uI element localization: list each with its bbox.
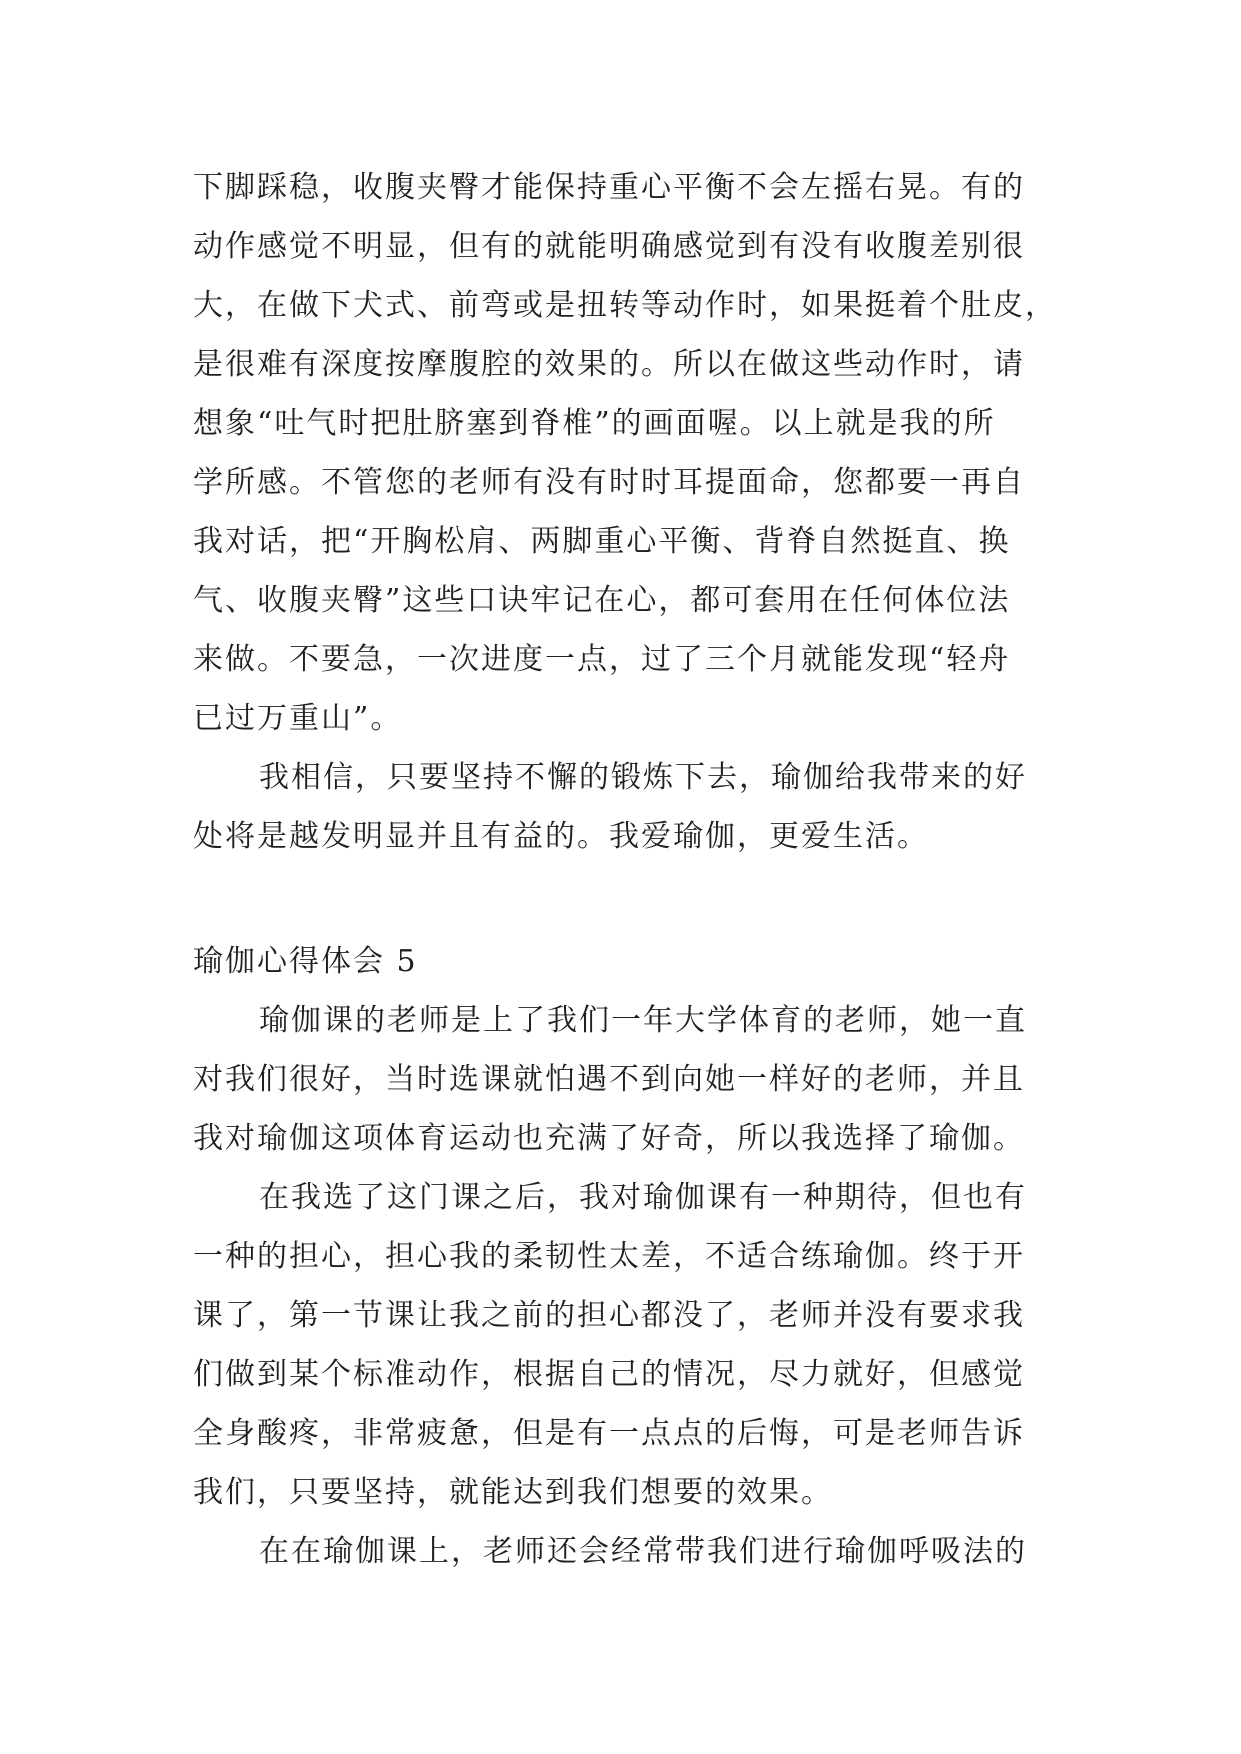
text-line: 对我们很好，当时选课就怕遇不到向她一样好的老师，并且 — [193, 1062, 1025, 1097]
text-line: 动作感觉不明显，但有的就能明确感觉到有没有收腹差别很 — [193, 229, 1025, 264]
text-line: 学所感。不管您的老师有没有时时耳提面命，您都要一再自 — [193, 465, 1025, 500]
text-line: 全身酸疼，非常疲惫，但是有一点点的后悔，可是老师告诉 — [193, 1416, 1025, 1451]
document-body — [193, 158, 1073, 1581]
text-line: 我对话，把“开胸松肩、两脚重心平衡、背脊自然挺直、换 — [193, 524, 1011, 559]
text-line: 大，在做下犬式、前弯或是扭转等动作时，如果挺着个肚皮， — [193, 288, 1057, 323]
text-line: 下脚踩稳，收腹夹臀才能保持重心平衡不会左摇右晃。有的 — [193, 170, 1025, 205]
paragraph-experience — [193, 1168, 1073, 1522]
text-line: 已过万重山”。 — [193, 701, 403, 736]
text-line: 想象“吐气时把肚脐塞到脊椎”的画面喔。以上就是我的所 — [193, 406, 996, 441]
text-line: 我对瑜伽这项体育运动也充满了好奇，所以我选择了瑜伽。 — [193, 1121, 1025, 1156]
text-line: 在我选了这门课之后，我对瑜伽课有一种期待，但也有 — [259, 1180, 1027, 1215]
text-line: 处将是越发明显并且有益的。我爱瑜伽，更爱生活。 — [193, 819, 929, 854]
paragraph-conclusion — [193, 748, 1073, 866]
text-line: 们做到某个标准动作，根据自己的情况，尽力就好，但感觉 — [193, 1357, 1025, 1392]
text-line: 气、收腹夹臀”这些口诀牢记在心，都可套用在任何体位法 — [193, 583, 1011, 618]
section-heading: 瑜伽心得体会 5 — [193, 944, 418, 979]
paragraph-continuation — [193, 158, 1073, 748]
text-line: 一种的担心，担心我的柔韧性太差，不适合练瑜伽。终于开 — [193, 1239, 1025, 1274]
text-line: 课了，第一节课让我之前的担心都没了，老师并没有要求我 — [193, 1298, 1025, 1333]
text-line: 我相信，只要坚持不懈的锻炼下去，瑜伽给我带来的好 — [259, 760, 1027, 795]
text-line: 来做。不要急，一次进度一点，过了三个月就能发现“轻舟 — [193, 642, 1011, 677]
text-line: 在在瑜伽课上，老师还会经常带我们进行瑜伽呼吸法的 — [259, 1534, 1027, 1569]
text-line: 瑜伽课的老师是上了我们一年大学体育的老师，她一直 — [259, 1003, 1027, 1038]
paragraph-intro — [193, 991, 1073, 1168]
text-line: 我们，只要坚持，就能达到我们想要的效果。 — [193, 1475, 833, 1510]
paragraph-spacer — [193, 866, 1073, 932]
paragraph-breathing — [193, 1522, 1073, 1581]
text-line: 是很难有深度按摩腹腔的效果的。所以在做这些动作时，请 — [193, 347, 1025, 382]
